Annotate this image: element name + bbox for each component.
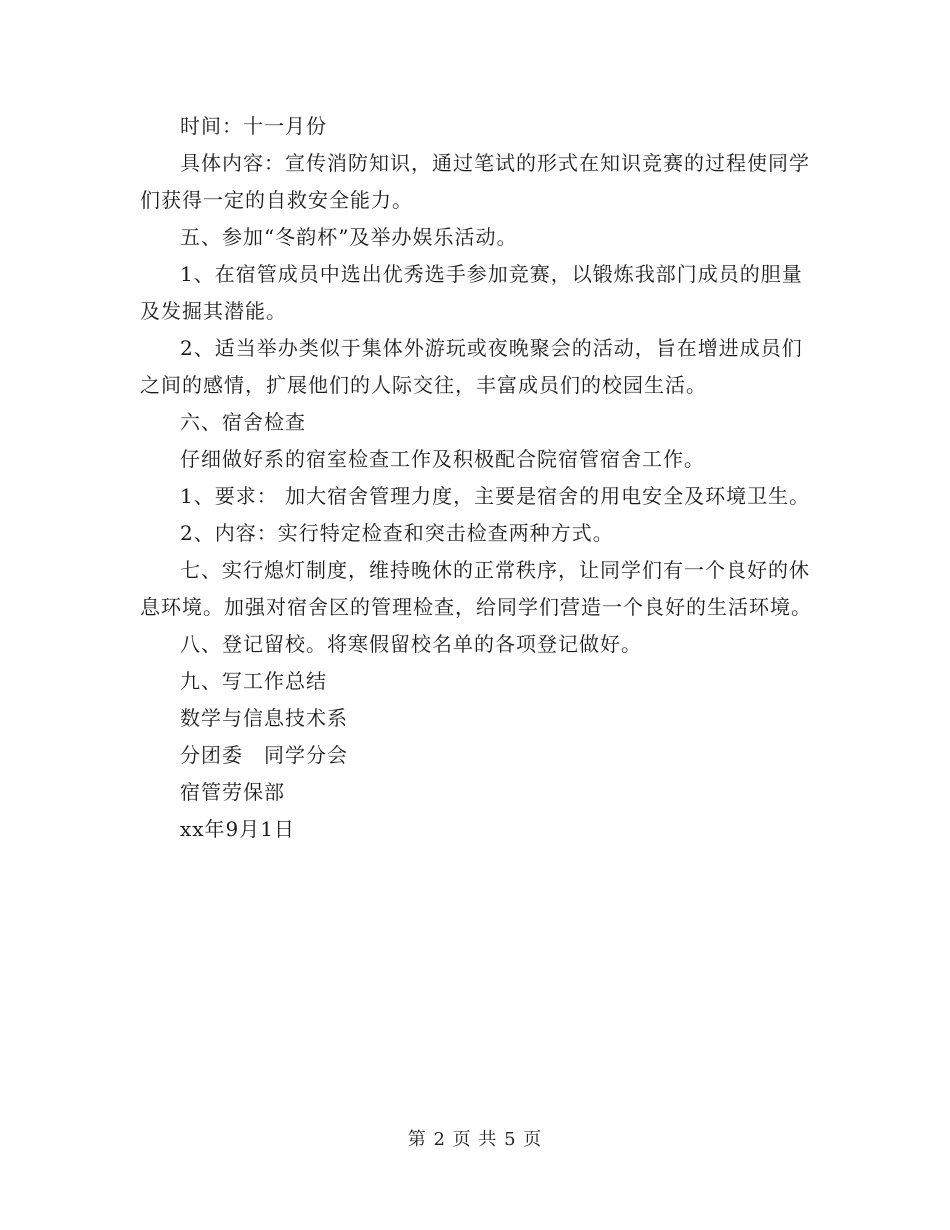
page-number: 第 2 页 共 5 页 — [407, 1129, 543, 1150]
heading-section-five: 五、参加“冬韵杯”及举办娱乐活动。 — [180, 225, 518, 249]
heading-section-seven: 七、实行熄灯制度，维持晚休的正常秩序，让同学们有一个良好的休息环境。加强对宿舍区的管理检查，给同学们营造一个良好的生活环境。 — [140, 558, 812, 619]
paragraph-time: 时间：十一月份 — [180, 114, 327, 138]
paragraph-content: 具体内容：宣传消防知识，通过笔试的形式在知识竞赛的过程使同学们获得一定的自救安全能力。 — [140, 151, 810, 212]
paragraph-item-2: 2、适当举办类似于集体外游玩或夜晚聚会的活动，旨在增进成员们之间的感情，扩展他们的人际交往，丰富成员们的校园生活。 — [140, 336, 803, 397]
paragraph-requirements: 1、要求： 加大宿舍管理力度，主要是宿舍的用电安全及环境卫生。 — [180, 484, 811, 508]
paragraph-method: 2、内容：实行特定检查和突击检查两种方式。 — [180, 521, 614, 545]
signature-committee: 分团委 同学分会 — [180, 743, 348, 767]
document-body — [140, 108, 820, 848]
heading-section-nine: 九、写工作总结 — [180, 669, 327, 693]
paragraph-item-1: 1、在宿管成员中选出优秀选手参加竞赛，以锻炼我部门成员的胆量及发掘其潜能。 — [140, 262, 803, 323]
paragraph-inspection: 仔细做好系的宿室检查工作及积极配合院宿管宿舍工作。 — [180, 447, 705, 471]
signature-date: xx年9月1日 — [180, 817, 296, 841]
heading-section-eight: 八、登记留校。将寒假留校名单的各项登记做好。 — [180, 632, 642, 656]
heading-section-six: 六、宿舍检查 — [180, 410, 306, 434]
signature-department: 数学与信息技术系 — [180, 706, 348, 730]
signature-office: 宿管劳保部 — [180, 780, 285, 804]
